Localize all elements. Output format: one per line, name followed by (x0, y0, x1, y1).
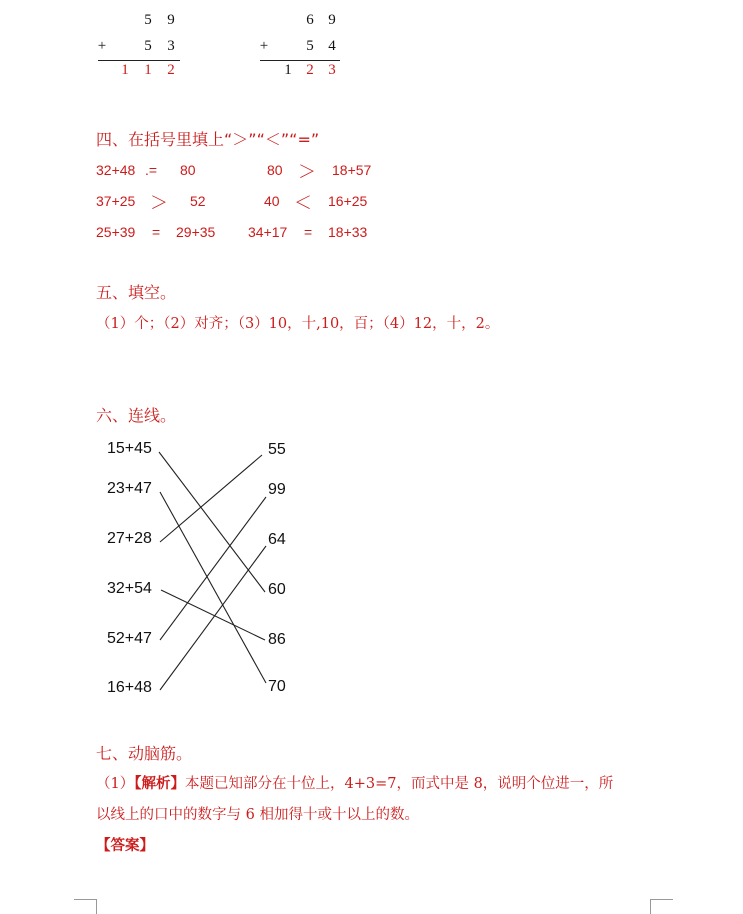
section7-answer-tag: 【答案】 (96, 837, 154, 854)
row1-right-expr: 18+57 (332, 162, 372, 178)
row1-left-expr: 32+48 (96, 162, 136, 178)
sum1-top-tens: 5 (144, 12, 152, 28)
sum1-operator: + (97, 38, 107, 54)
match-left-3: 27+28 (107, 530, 152, 547)
match-left-1: 15+45 (107, 440, 152, 457)
sum1-second-ones: 3 (167, 38, 175, 54)
row2-right-sym: ＜ (294, 193, 312, 214)
sum1-result-tens: 1 (144, 62, 152, 78)
match-right-3: 64 (268, 531, 286, 548)
match-right-1: 55 (268, 441, 286, 458)
row2-right-val: 40 (264, 193, 280, 209)
row3-left-expr: 25+39 (96, 224, 136, 240)
section4-title: 四、在括号里填上“＞”“＜”“=” (96, 130, 320, 149)
line-32+54-to-86 (161, 590, 265, 640)
match-right-6: 70 (268, 678, 286, 695)
sum2-top-ones: 9 (328, 12, 336, 28)
sum1-top-ones: 9 (167, 12, 175, 28)
match-left-6: 16+48 (107, 679, 152, 696)
line-23+47-to-70 (160, 492, 266, 683)
row1-right-val: 80 (267, 162, 283, 178)
sum2-result-tens: 2 (306, 62, 314, 78)
line-27+28-to-55 (160, 455, 262, 542)
row2-left-val: 52 (190, 193, 206, 209)
sum2-operator: + (259, 38, 269, 54)
line-15+45-to-60 (159, 452, 265, 592)
row1-right-sym: ＞ (298, 162, 316, 183)
section7-explanation-line2: 以线上的口中的数字与 6 相加得十或十以上的数。 (96, 807, 419, 823)
sum2-result-ones: 3 (328, 62, 336, 78)
row1-left-val: 80 (180, 162, 196, 178)
match-left-5: 52+47 (107, 630, 152, 647)
sum2-top-tens: 6 (306, 12, 314, 28)
match-left-2: 23+47 (107, 480, 152, 497)
sum1-second-tens: 5 (144, 38, 152, 54)
sum2-result-hundreds: 1 (284, 62, 292, 78)
row3-right-val: 34+17 (248, 224, 288, 240)
row3-left-val: 29+35 (176, 224, 216, 240)
page-corner-mark-left (74, 899, 97, 914)
row3-right-expr: 18+33 (328, 224, 368, 240)
explain-prefix: （1） (96, 776, 135, 792)
sum1-result-hundreds: 1 (121, 62, 129, 78)
row2-left-sym: ＞ (150, 193, 168, 214)
sum2-second-tens: 5 (306, 38, 314, 54)
section7-explanation-line1 (96, 772, 613, 793)
row2-left-expr: 37+25 (96, 193, 136, 209)
page-corner-mark-right (650, 899, 673, 914)
explain-tag: 【解析】 (134, 775, 185, 792)
section7-title: 七、动脑筋。 (96, 744, 193, 763)
match-right-5: 86 (268, 631, 286, 648)
section5-title: 五、填空。 (96, 283, 177, 302)
row3-left-sym: = (152, 224, 161, 240)
section5-answer: （1）个；（2）对齐；（3）10，十,10，百；（4）12，十，2。 (96, 316, 500, 332)
row1-left-sym: .= (145, 162, 158, 178)
match-left-4: 32+54 (107, 580, 152, 597)
section6-title: 六、连线。 (96, 406, 177, 425)
sum1-result-ones: 2 (167, 62, 175, 78)
explain-text-1: 本题已知部分在十位上，4+3=7，而式中是 8，说明个位进一，所 (184, 776, 614, 792)
row3-right-sym: = (304, 224, 313, 240)
match-right-2: 99 (268, 481, 286, 498)
row2-right-expr: 16+25 (328, 193, 368, 209)
sum2-second-ones: 4 (328, 38, 336, 54)
match-right-4: 60 (268, 581, 286, 598)
